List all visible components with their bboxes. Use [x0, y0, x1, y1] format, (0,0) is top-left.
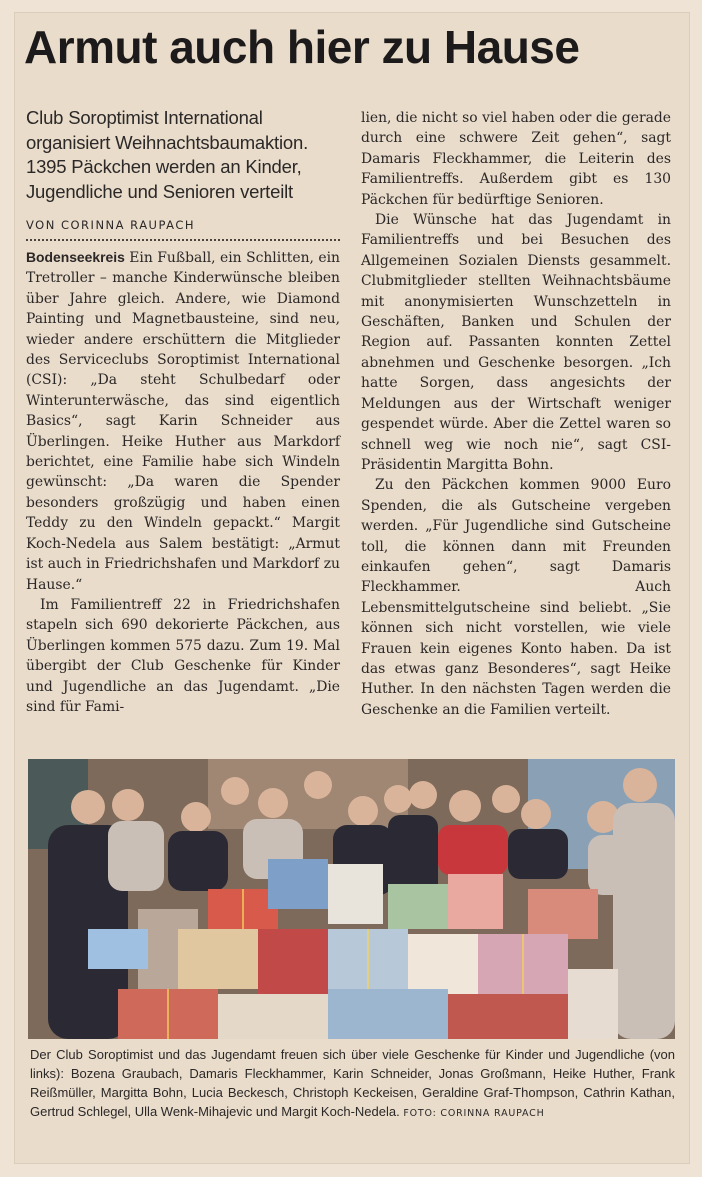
subtitle: Club Soroptimist International organisiert Weihnachtsbaumaktion. 1395 Päckchen werden an Kinder, Jugendliche und Senioren verteilt [26, 107, 309, 202]
paragraph: Im Familientreff 22 in Friedrichshafen stapeln sich 690 dekorierte Päckchen, aus Überlingen kommen 575 dazu. Zum 19. Mal übergibt der Club Geschenke für Kinder und Jugendliche an das Jugendamt. „Die sind für Fami- [26, 596, 340, 715]
paragraph: Die Wünsche hat das Jugendamt in Familientreffs und bei Besuchen des Allgemeinen Sozialen Diensts gesammelt. Clubmitglieder stellten Weihnachtsbäume mit anonymisierten Wunschzetteln in Geschäften, Banken und Schulen der Region auf. Passanten konnten Zettel abnehmen und Geschenke besorgen. „Ich hatte Sorgen, dass angesichts der Meldungen aus der Wirtschaft weniger gespendet würde. Aber die Zettel waren so schnell weg wie noch nie“, sagt CSI-Präsidentin Margitta Bohn. [361, 212, 671, 473]
paragraph-text: Ein Fußball, ein Schlitten, ein Tretroller – manche Kinderwünsche bleiben über Jahre gleich. Andere, wie Diamond Painting und Magnetbausteine, sind neu, wieder andere erschüttern die Mitglieder des Serviceclubs Soroptimist International (CSI): „Da steht Schulbedarf oder Winterunterwäsche, das sind eigentlich Basics“, sagt Karin Schneider aus Überlingen. Heike Huther aus Markdorf berichtet, eine Familie habe sich Windeln gewünscht: „Da waren die Spender besonders großzügig und haben einen Teddy zu den Windeln gepackt.“ Margit Koch-Nedela aus Salem bestätigt: „Armut ist auch in Friedrichshafen und Markdorf zu Hause.“ [26, 250, 340, 593]
photo-credit: FOTO: CORINNA RAUPACH [403, 1108, 545, 1119]
left-column [26, 106, 340, 717]
caption-text: Der Club Soroptimist und das Jugendamt freuen sich über viele Geschenke für Kinder und Jugendliche (von links): Bozena Graubach, Damaris Fleckhammer, Karin Schneider, Jonas Großmann, Heike Huther, Frank Reißmüller, Margitta Bohn, Lucia Beckesch, Christoph Keckeisen, Geraldine Graf-Thompson, Cathrin Kathan, Gertrud Schlegel, Ulla Wenk-Mihajevic und Margit Koch-Nedela. [30, 1047, 675, 1119]
paragraph [26, 247, 340, 595]
paragraph: lien, die nicht so viel haben oder die gerade durch eine schwere Zeit gehen“, sagt Damaris Fleckhammer, die Leiterin des Familientreffs. Außerdem gibt es 130 Päckchen für bedürftige Senioren. [361, 110, 671, 208]
group-photo [28, 759, 675, 1039]
byline: VON CORINNA RAUPACH [26, 218, 340, 241]
photo-illustration [28, 759, 675, 1039]
paragraph: Zu den Päckchen kommen 9000 Euro Spenden, die als Gutscheine vergeben werden. „Für Jugendliche sind Gutscheine toll, die können dann mit Freunden einkaufen gehen“, sagt Damaris Fleckhammer. Auch Lebensmittelgutscheine sind beliebt. „Sie können sich nicht vorstellen, wie viele Frauen kein eigenes Konto haben. Da ist das etwas ganz Besonderes“, sagt Heike Huther. In den nächsten Tagen werden die Geschenke an die Familien verteilt. [361, 477, 671, 718]
dateline: Bodenseekreis [26, 249, 125, 265]
headline: Armut auch hier zu Hause [24, 21, 580, 73]
right-column [361, 108, 671, 720]
left-column-text [26, 247, 340, 717]
photo-caption [30, 1045, 675, 1123]
